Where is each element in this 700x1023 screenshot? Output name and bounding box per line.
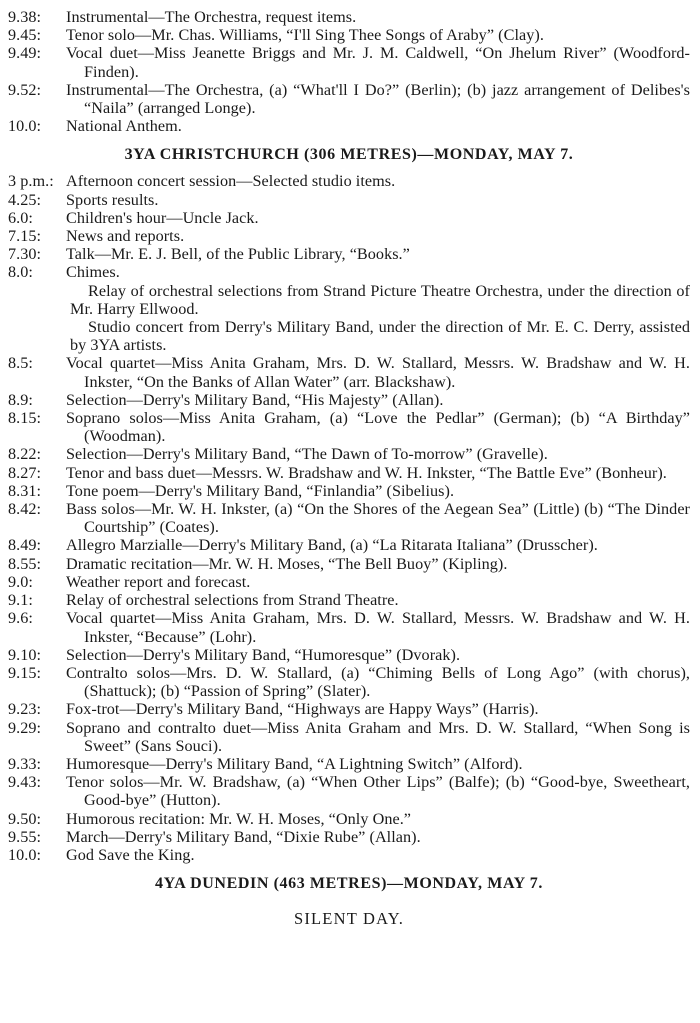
program-text: Selection—Derry's Military Band, “His Majesty” (Allan). <box>66 390 444 409</box>
program-entry <box>8 8 690 26</box>
program-time: 8.0: <box>8 263 33 282</box>
program-time: 9.33: <box>8 754 42 773</box>
program-text: Children's hour—Uncle Jack. <box>66 208 259 227</box>
program-time: 8.15: <box>8 409 42 428</box>
program-time: 8.22: <box>8 445 42 464</box>
program-entry <box>8 209 690 227</box>
program-text: Vocal quartet—Miss Anita Graham, Mrs. D. W. Stallard, Messrs. W. Bradshaw and W. H. Inkster, “Because” (Lohr). <box>66 609 690 646</box>
program-time: 3 p.m.: <box>8 172 54 191</box>
program-text: Tone poem—Derry's Military Band, “Finlandia” (Sibelius). <box>66 481 455 500</box>
program-time: 10.0: <box>8 117 42 136</box>
program-time: 8.5: <box>8 354 33 373</box>
program-time: 7.30: <box>8 245 42 264</box>
program-entry <box>8 81 690 117</box>
program-text: Instrumental—The Orchestra, (a) “What'll I Do?” (Berlin); (b) jazz arrangement of Delibes's “Naila” (arranged Longe). <box>66 80 690 118</box>
program-text: Tenor solos—Mr. W. Bradshaw, (a) “When Other Lips” (Balfe); (b) “Good-bye, Sweetheart, Good-bye” (Hutton). <box>66 773 690 810</box>
top-program-list <box>8 8 690 135</box>
program-text: Bass solos—Mr. W. H. Inkster, (a) “On the Shores of the Aegean Sea” (Little) (b) “The Dinder Courtship” (Coates). <box>66 500 690 537</box>
program-entry <box>8 245 690 263</box>
program-time: 9.29: <box>8 718 42 737</box>
program-text: Tenor and bass duet—Messrs. W. Bradshaw and W. H. Inkster, “The Battle Eve” (Bonheur). <box>66 463 667 482</box>
program-text: Allegro Marzialle—Derry's Military Band, (a) “La Ritarata Italiana” (Drusscher). <box>66 536 598 555</box>
program-time: 9.52: <box>8 80 42 99</box>
program-time: 9.0: <box>8 572 33 591</box>
program-time: 9.23: <box>8 700 42 719</box>
program-time: 8.55: <box>8 554 42 573</box>
program-entry <box>8 664 690 700</box>
program-text: National Anthem. <box>66 117 182 136</box>
program-entry <box>8 828 690 846</box>
program-entry <box>8 573 690 591</box>
program-entry <box>8 191 690 209</box>
program-time: 9.45: <box>8 26 42 45</box>
program-time: 9.43: <box>8 773 42 792</box>
program-text: Dramatic recitation—Mr. W. H. Moses, “The Bell Buoy” (Kipling). <box>66 554 508 573</box>
program-entry <box>8 773 690 809</box>
program-entry <box>8 646 690 664</box>
program-time: 9.6: <box>8 609 33 628</box>
program-text: Vocal duet—Miss Jeanette Briggs and Mr. J. M. Caldwell, “On Jhelum River” (Woodford-Finden). <box>66 44 690 81</box>
program-entry <box>8 591 690 609</box>
program-entry <box>8 482 690 500</box>
program-entry <box>8 755 690 773</box>
program-text: Vocal quartet—Miss Anita Graham, Mrs. D. W. Stallard, Messrs. W. Bradshaw and W. H. Inkster, “On the Banks of Allan Water” (arr. Blackshaw). <box>66 354 690 391</box>
program-text: Relay of orchestral selections from Strand Theatre. <box>66 591 399 610</box>
program-text: Selection—Derry's Military Band, “The Dawn of To-morrow” (Gravelle). <box>66 445 548 464</box>
section-heading-4ya: 4YA DUNEDIN (463 METRES)—MONDAY, MAY 7. <box>154 875 544 893</box>
program-entry <box>8 700 690 718</box>
program-entry <box>8 409 690 445</box>
program-entry <box>8 810 690 828</box>
program-text: Selection—Derry's Military Band, “Humoresque” (Dvorak). <box>66 645 461 664</box>
program-entry <box>8 263 690 281</box>
program-text: News and reports. <box>66 227 185 246</box>
program-text: Sports results. <box>66 190 159 209</box>
program-entry <box>8 500 690 536</box>
program-text: Afternoon concert session—Selected studio items. <box>66 172 396 191</box>
program-text: Humoresque—Derry's Military Band, “A Lightning Switch” (Alford). <box>66 754 523 773</box>
program-time: 8.42: <box>8 500 42 519</box>
program-time: 9.1: <box>8 591 33 610</box>
program-time: 9.15: <box>8 663 42 682</box>
program-time: 9.38: <box>8 8 42 26</box>
program-entry <box>8 227 690 245</box>
program-text: March—Derry's Military Band, “Dixie Rube” (Allan). <box>66 827 421 846</box>
program-time: 6.0: <box>8 208 33 227</box>
program-entry <box>8 536 690 554</box>
program-text: Weather report and forecast. <box>66 572 251 591</box>
program-time: 8.9: <box>8 390 33 409</box>
program-entry <box>8 44 690 80</box>
program-time: 8.49: <box>8 536 42 555</box>
program-time: 9.49: <box>8 44 42 63</box>
program-entry <box>8 464 690 482</box>
program-text: Contralto solos—Mrs. D. W. Stallard, (a) “Chiming Bells of Long Ago” (with chorus), (Shattuck); (b) “Passion of Spring” (Slater). <box>66 663 690 701</box>
program-entry <box>8 719 690 755</box>
program-text: Relay of orchestral selections from Strand Picture Theatre Orchestra, under the direction of Mr. Harry Ellwood. <box>70 281 690 318</box>
program-text: Soprano solos—Miss Anita Graham, (a) “Love the Pedlar” (German); (b) “A Birthday” (Woodman). <box>66 409 690 446</box>
program-entry <box>8 391 690 409</box>
program-text: Soprano and contralto duet—Miss Anita Graham and Mrs. D. W. Stallard, “When Song is Sweet” (Sans Souci). <box>66 718 690 755</box>
3ya-program-list <box>8 172 690 864</box>
program-time: 4.25: <box>8 190 42 209</box>
program-text: Humorous recitation: Mr. W. H. Moses, “Only One.” <box>66 809 412 828</box>
program-entry <box>8 846 690 864</box>
program-entry <box>8 26 690 44</box>
program-entry <box>8 172 690 190</box>
program-entry-continued <box>8 282 690 318</box>
program-text: Instrumental—The Orchestra, request items. <box>66 8 357 26</box>
program-time: 8.31: <box>8 481 42 500</box>
program-time: 9.10: <box>8 645 42 664</box>
program-text: Talk—Mr. E. J. Bell, of the Public Library, “Books.” <box>66 245 410 264</box>
program-time: 9.55: <box>8 827 42 846</box>
program-entry <box>8 555 690 573</box>
program-text: Studio concert from Derry's Military Band, under the direction of Mr. E. C. Derry, assisted by 3YA artists. <box>70 318 690 355</box>
program-time: 8.27: <box>8 463 42 482</box>
program-entry <box>8 445 690 463</box>
program-entry-continued <box>8 318 690 354</box>
section-heading-3ya: 3YA CHRISTCHURCH (306 METRES)—MONDAY, MAY 7. <box>124 146 574 164</box>
program-text: Chimes. <box>66 263 120 282</box>
program-time: 9.50: <box>8 809 42 828</box>
program-entry <box>8 117 690 135</box>
program-time: 7.15: <box>8 227 42 246</box>
program-text: God Save the King. <box>66 845 195 864</box>
program-entry <box>8 609 690 645</box>
silent-day-note: SILENT DAY. <box>293 909 405 929</box>
program-entry <box>8 354 690 390</box>
program-text: Fox-trot—Derry's Military Band, “Highways are Happy Ways” (Harris). <box>66 700 539 719</box>
program-text: Tenor solo—Mr. Chas. Williams, “I'll Sing Thee Songs of Araby” (Clay). <box>66 26 544 45</box>
program-time: 10.0: <box>8 845 42 864</box>
